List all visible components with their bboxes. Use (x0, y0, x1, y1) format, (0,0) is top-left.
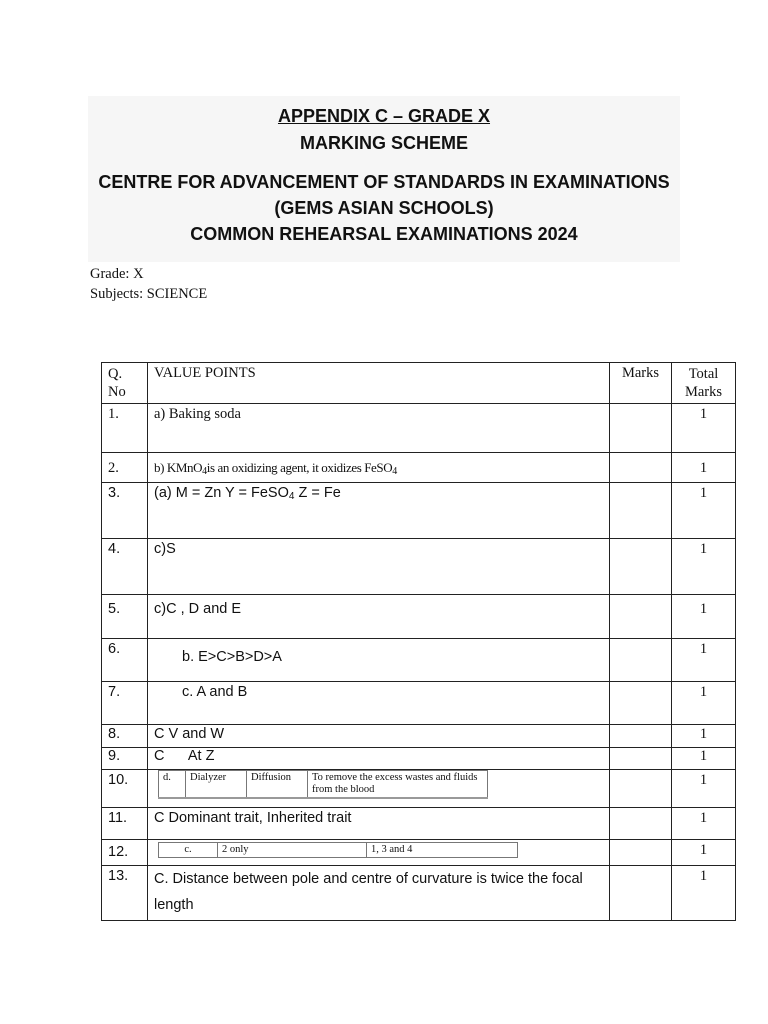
table-row (102, 808, 736, 840)
answer-cell: c. A and B (148, 682, 610, 725)
qno-cell: 9. (102, 748, 148, 770)
total-cell: 1 (672, 770, 736, 808)
marks-cell (610, 404, 672, 453)
total-cell: 1 (672, 748, 736, 770)
qno-cell: 7. (102, 682, 148, 725)
total-cell: 1 (672, 808, 736, 840)
table-row (102, 483, 736, 539)
total-cell: 1 (672, 682, 736, 725)
total-cell: 1 (672, 404, 736, 453)
grade-label: Grade: X (90, 266, 144, 282)
total-cell: 1 (672, 639, 736, 682)
qno-cell: 12. (102, 840, 148, 866)
marks-cell (610, 770, 672, 808)
total-cell: 1 (672, 866, 736, 921)
qno-cell: 13. (102, 866, 148, 921)
table-row (102, 539, 736, 595)
marks-header: Marks (610, 363, 672, 404)
total-cell: 1 (672, 539, 736, 595)
answer-cell (148, 770, 610, 808)
qno-cell: 2. (102, 453, 148, 483)
appendix-title: APPENDIX C – GRADE X (277, 106, 491, 126)
marks-cell (610, 639, 672, 682)
table-row (102, 725, 736, 748)
marking-scheme-title: MARKING SCHEME (299, 133, 468, 153)
marks-cell (610, 808, 672, 840)
marks-cell (610, 483, 672, 539)
total-cell: 1 (672, 725, 736, 748)
marks-cell (610, 866, 672, 921)
table-row (102, 453, 736, 483)
value-points-header: VALUE POINTS (148, 363, 610, 404)
inner-cell: Dialyzer (186, 771, 247, 799)
inner-cell: To remove the excess wastes and fluids from the blood (308, 771, 488, 799)
marks-cell (610, 748, 672, 770)
table-row (102, 595, 736, 639)
answer-cell: C V and W (148, 725, 610, 748)
qno-cell: 11. (102, 808, 148, 840)
marks-cell (610, 725, 672, 748)
centre-title: CENTRE FOR ADVANCEMENT OF STANDARDS IN EXAMINATIONS (98, 172, 670, 192)
qno-cell: 5. (102, 595, 148, 639)
table-row (102, 639, 736, 682)
table-header-row (102, 363, 736, 404)
qno-cell: 6. (102, 639, 148, 682)
subjects-label: Subjects: SCIENCE (90, 286, 208, 302)
marks-cell (610, 453, 672, 483)
total-marks-header: Total Marks (672, 363, 736, 404)
qno-cell: 3. (102, 483, 148, 539)
answer-cell: C. Distance between pole and centre of curvature is twice the focal length (148, 866, 610, 921)
table-row (102, 770, 736, 808)
total-cell: 1 (672, 453, 736, 483)
answer-cell (148, 840, 610, 866)
exam-title: COMMON REHEARSAL EXAMINATIONS 2024 (190, 224, 578, 244)
answer-cell: (a) M = Zn Y = FeSO$_4$ Z = Fe (148, 483, 610, 539)
marks-cell (610, 539, 672, 595)
inner-cell: 1, 3 and 4 (367, 843, 518, 858)
answer-cell: a) Baking soda (148, 404, 610, 453)
inner-cell: c. (159, 843, 218, 858)
table-row (102, 404, 736, 453)
marks-cell (610, 682, 672, 725)
answer-cell: C At Z (148, 748, 610, 770)
answer-cell: b) KMnO$_4$is an oxidizing agent, it oxidizes FeSO$_4$ (148, 453, 610, 483)
qno-cell: 10. (102, 770, 148, 808)
qno-cell: 1. (102, 404, 148, 453)
answer-cell: c)C , D and E (148, 595, 610, 639)
school-title: (GEMS ASIAN SCHOOLS) (274, 198, 494, 218)
answer-cell: c)S (148, 539, 610, 595)
total-cell: 1 (672, 483, 736, 539)
total-cell: 1 (672, 595, 736, 639)
qno-header: Q. No (102, 363, 148, 404)
qno-cell: 8. (102, 725, 148, 748)
table-row (102, 866, 736, 921)
table-row (102, 748, 736, 770)
marks-cell (610, 595, 672, 639)
answer-cell: b. E>C>B>D>A (148, 639, 610, 682)
two-only-inner-table (158, 842, 518, 858)
dialyzer-inner-table (158, 770, 488, 799)
table-row (102, 840, 736, 866)
answer-cell: C Dominant trait, Inherited trait (148, 808, 610, 840)
total-cell: 1 (672, 840, 736, 866)
inner-cell: 2 only (218, 843, 367, 858)
marking-table (101, 362, 736, 921)
inner-cell: d. (159, 771, 186, 799)
table-row (102, 682, 736, 725)
inner-cell: Diffusion (247, 771, 308, 799)
qno-cell: 4. (102, 539, 148, 595)
marks-cell (610, 840, 672, 866)
